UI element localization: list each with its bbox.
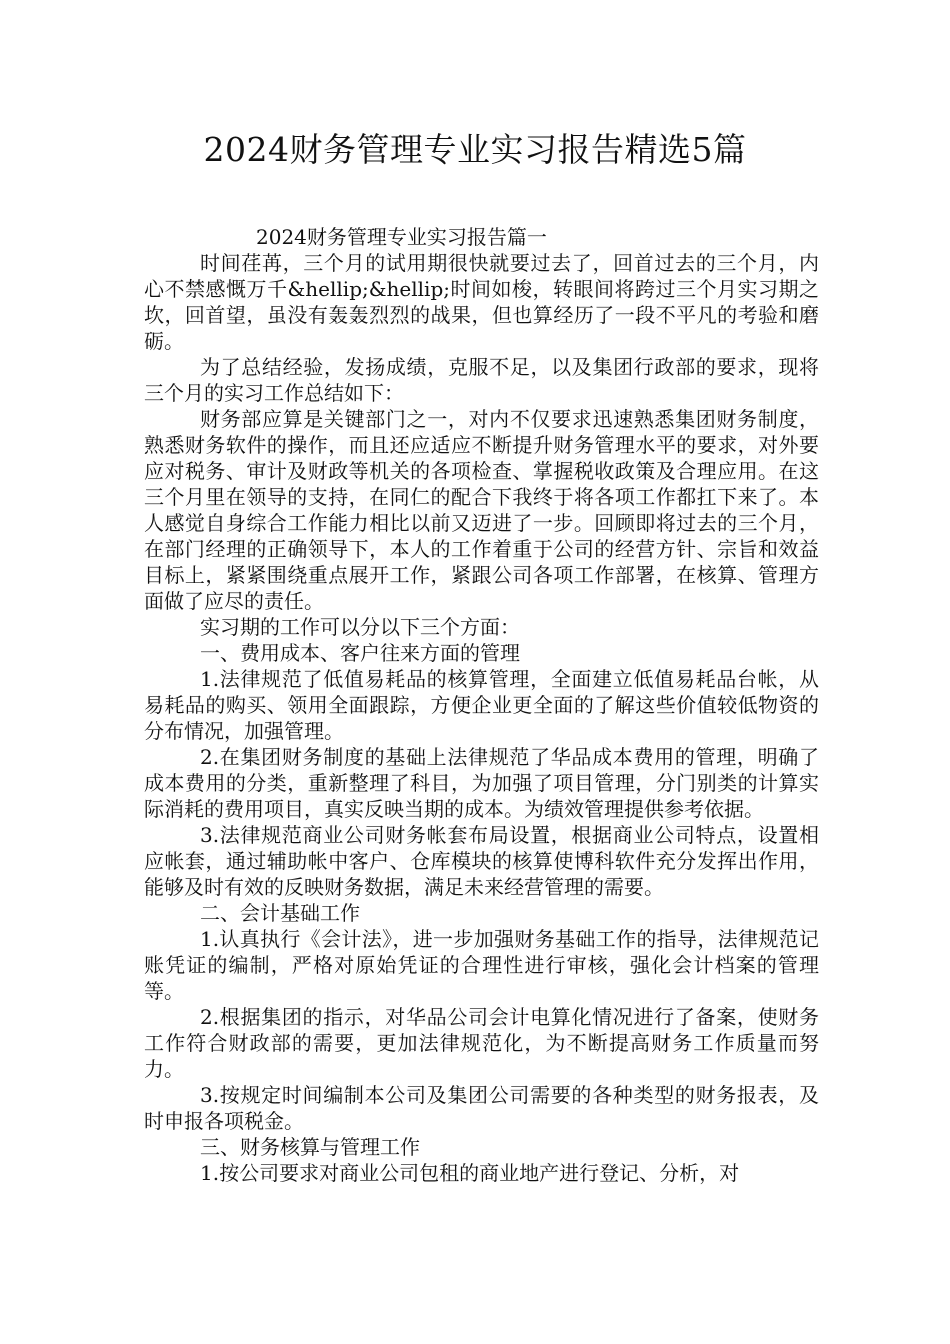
paragraph: 2.根据集团的指示，对华品公司会计电算化情况进行了备案，使财务工作符合财政部的需要，更加法律规范化，为不断提高财务工作质量而努力。 xyxy=(144,1005,819,1081)
subheading: 二、会计基础工作 xyxy=(200,901,360,925)
paragraph: 实习期的工作可以分以下三个方面： xyxy=(200,615,520,639)
document-body xyxy=(144,224,819,1186)
subheading: 三、财务核算与管理工作 xyxy=(200,1135,420,1159)
document-title: 2024财务管理专业实习报告精选5篇 xyxy=(203,130,747,169)
paragraph: 财务部应算是关键部门之一，对内不仅要求迅速熟悉集团财务制度，熟悉财务软件的操作，而且还应适应不断提升财务管理水平的要求，对外要应对税务、审计及财政等机关的各项检查、掌握税收政策及合理应用。在这三个月里在领导的支持，在同仁的配合下我终于将各项工作都扛下来了。本人感觉自身综合工作能力相比以前又迈进了一步。回顾即将过去的三个月，在部门经理的正确领导下，本人的工作着重于公司的经营方针、宗旨和效益目标上，紧紧围绕重点展开工作，紧跟公司各项工作部署，在核算、管理方面做了应尽的责任。 xyxy=(144,407,819,613)
paragraph: 时间荏苒，三个月的试用期很快就要过去了，回首过去的三个月，内心不禁感慨万千&hellip;&hellip;时间如梭，转眼间将跨过三个月实习期之坎，回首望，虽没有轰轰烈烈的战果，但也算经历了一段不平凡的考验和磨砺。 xyxy=(144,251,819,353)
paragraph: 1.认真执行《会计法》，进一步加强财务基础工作的指导，法律规范记账凭证的编制，严格对原始凭证的合理性进行审核，强化会计档案的管理等。 xyxy=(144,927,819,1003)
paragraph: 3.法律规范商业公司财务帐套布局设置，根据商业公司特点，设置相应帐套，通过辅助帐中客户、仓库模块的核算使博科软件充分发挥出作用，能够及时有效的反映财务数据，满足未来经营管理的需要。 xyxy=(144,823,819,899)
paragraph: 1.按公司要求对商业公司包租的商业地产进行登记、分析，对 xyxy=(200,1161,740,1185)
subheading: 一、费用成本、客户往来方面的管理 xyxy=(200,641,520,665)
section-heading: 2024财务管理专业实习报告篇一 xyxy=(256,225,547,249)
paragraph: 3.按规定时间编制本公司及集团公司需要的各种类型的财务报表，及时申报各项税金。 xyxy=(144,1083,819,1133)
paragraph: 为了总结经验，发扬成绩，克服不足，以及集团行政部的要求，现将三个月的实习工作总结如下： xyxy=(144,355,819,405)
paragraph: 2.在集团财务制度的基础上法律规范了华品成本费用的管理，明确了成本费用的分类，重新整理了科目，为加强了项目管理，分门别类的计算实际消耗的费用项目，真实反映当期的成本。为绩效管理提供参考依据。 xyxy=(144,745,819,821)
paragraph: 1.法律规范了低值易耗品的核算管理，全面建立低值易耗品台帐，从易耗品的购买、领用全面跟踪，方便企业更全面的了解这些价值较低物资的分布情况，加强管理。 xyxy=(144,667,819,743)
